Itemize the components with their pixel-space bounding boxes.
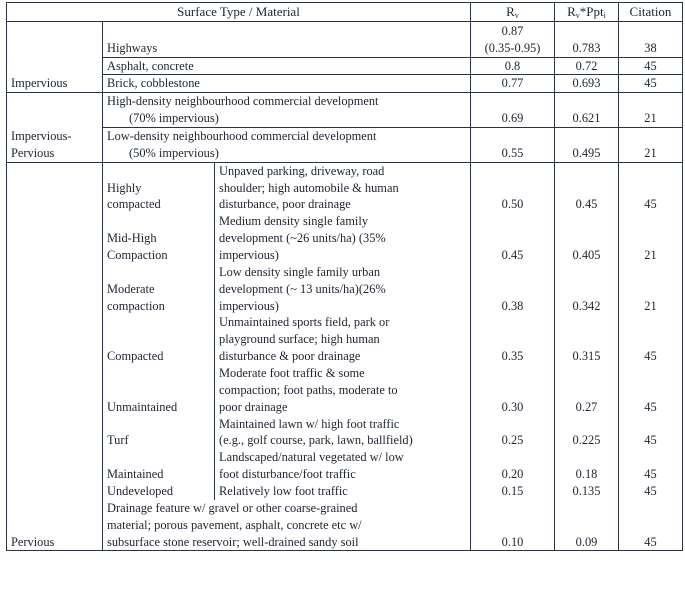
desc-line-2: shoulder; high automobile & human	[219, 180, 399, 195]
citation-value: 45	[619, 449, 683, 483]
citation-value: 45	[619, 416, 683, 450]
rvppt-value: 0.495	[555, 127, 619, 162]
subtype-moderate-compaction	[103, 264, 215, 315]
material-brick-cobblestone: Brick, cobblestone	[103, 75, 471, 93]
desc-line-2: development (~ 13 units/ha)(26%	[219, 281, 386, 296]
subtype-line-1: Highly	[107, 180, 142, 195]
header-rvppt-subscript-a: v	[575, 11, 580, 21]
citation-value: 45	[619, 483, 683, 500]
category-line-1: Impervious-	[11, 128, 72, 143]
citation-value: 45	[619, 75, 683, 93]
subtype-line-2: compacted	[107, 197, 161, 212]
material-description	[215, 162, 471, 213]
rv-value: 0.10	[471, 500, 555, 551]
table-body	[7, 21, 683, 551]
rvppt-value: 0.405	[555, 213, 619, 264]
table-row	[7, 21, 683, 57]
rv-value: 0.50	[471, 162, 555, 213]
rvppt-value: 0.72	[555, 57, 619, 75]
desc-line-3: disturbance, poor drainage	[219, 197, 351, 212]
material-high-density-commercial	[103, 93, 471, 128]
desc-line-2: compaction; foot paths, moderate to	[219, 382, 398, 397]
citation-value: 45	[619, 314, 683, 365]
subtype-undeveloped	[103, 483, 215, 500]
desc-line-1: High-density neighbourhood commercial development	[107, 94, 379, 109]
subtype-line-2: Compaction	[107, 247, 168, 262]
header-row	[7, 3, 683, 22]
rvppt-value: 0.45	[555, 162, 619, 213]
table-row	[7, 416, 683, 450]
table-row	[7, 264, 683, 315]
rvppt-value: 0.135	[555, 483, 619, 500]
desc-line-2: foot disturbance/foot traffic	[219, 467, 356, 482]
rvppt-value: 0.225	[555, 416, 619, 450]
desc-line-3: subsurface stone reservoir; well-drained sandy soil	[107, 534, 359, 549]
subtype-mid-high-compaction	[103, 213, 215, 264]
desc-line-1: Moderate foot traffic & some	[219, 366, 365, 380]
header-rvppt-text-a: R	[567, 4, 576, 19]
table-row	[7, 162, 683, 213]
subtype-line-1: Undeveloped	[107, 484, 174, 499]
rv-value-primary: 0.87	[501, 23, 524, 38]
category-impervious-pervious	[7, 93, 103, 162]
citation-value: 45	[619, 162, 683, 213]
material-description	[215, 314, 471, 365]
header-surface-type: Surface Type / Material	[7, 3, 471, 22]
header-rv-ppt	[555, 3, 619, 22]
subtype-line-1: Moderate	[107, 281, 155, 296]
material-asphalt-concrete: Asphalt, concrete	[103, 57, 471, 75]
desc-line-1: Low density single family urban	[219, 264, 381, 279]
subtype-line-1: Compacted	[107, 349, 164, 364]
desc-line-3: disturbance & poor drainage	[219, 349, 361, 364]
desc-line-2: material; porous pavement, asphalt, concrete etc w/	[107, 517, 362, 532]
material-drainage-feature	[103, 500, 471, 551]
desc-line-3: poor drainage	[219, 399, 288, 414]
rv-value	[471, 21, 555, 57]
rv-value: 0.35	[471, 314, 555, 365]
citation-value: 21	[619, 213, 683, 264]
desc-line-3: impervious)	[219, 247, 279, 262]
rvppt-value: 0.315	[555, 314, 619, 365]
material-description	[215, 264, 471, 315]
rvppt-value: 0.09	[555, 500, 619, 551]
citation-value: 21	[619, 264, 683, 315]
header-rv-text: R	[506, 4, 515, 19]
table-row	[7, 75, 683, 93]
table-row	[7, 449, 683, 483]
material-highways: Highways	[103, 21, 471, 57]
category-pervious: Pervious	[7, 162, 103, 551]
rvppt-value: 0.783	[555, 21, 619, 57]
rv-value: 0.38	[471, 264, 555, 315]
rv-value: 0.25	[471, 416, 555, 450]
table-row	[7, 57, 683, 75]
desc-line-3: impervious)	[219, 298, 279, 313]
table-row	[7, 365, 683, 416]
desc-line-1: Unpaved parking, driveway, road	[219, 163, 385, 178]
table-row	[7, 93, 683, 128]
material-description	[215, 416, 471, 450]
subtype-maintained	[103, 449, 215, 483]
desc-line-1: Unmaintained sports field, park or	[219, 315, 390, 330]
citation-value: 45	[619, 57, 683, 75]
header-citation: Citation	[619, 3, 683, 22]
citation-value: 21	[619, 127, 683, 162]
header-rv-subscript: v	[514, 11, 519, 21]
desc-line-1: Low-density neighbourhood commercial development	[107, 128, 377, 143]
rv-value: 0.30	[471, 365, 555, 416]
citation-value: 45	[619, 500, 683, 551]
desc-line-1: Medium density single family	[219, 214, 369, 229]
rv-value: 0.15	[471, 483, 555, 500]
subtype-compacted	[103, 314, 215, 365]
desc-line-2: development (~26 units/ha) (35%	[219, 231, 386, 246]
rvppt-value: 0.342	[555, 264, 619, 315]
rvppt-value: 0.621	[555, 93, 619, 128]
rv-value: 0.20	[471, 449, 555, 483]
desc-line-2: (e.g., golf course, park, lawn, ballfield)	[219, 433, 413, 448]
rvppt-value: 0.693	[555, 75, 619, 93]
header-rv	[471, 3, 555, 22]
header-rvppt-text-b: *Ppt	[579, 4, 604, 19]
table-row	[7, 483, 683, 500]
desc-line-1: Drainage feature w/ gravel or other coarse-grained	[107, 500, 358, 515]
desc-line-2: playground surface; high human	[219, 332, 380, 347]
subtype-turf	[103, 416, 215, 450]
rv-value: 0.69	[471, 93, 555, 128]
desc-line-2: (70% impervious)	[129, 111, 219, 126]
category-impervious: Impervious	[7, 21, 103, 93]
table-header	[7, 3, 683, 22]
desc-line-1: Maintained lawn w/ high foot traffic	[219, 416, 400, 431]
subtype-line-2: compaction	[107, 298, 165, 313]
subtype-line-1: Unmaintained	[107, 399, 178, 414]
citation-value: 38	[619, 21, 683, 57]
rv-value: 0.77	[471, 75, 555, 93]
rv-value: 0.45	[471, 213, 555, 264]
rvppt-value: 0.18	[555, 449, 619, 483]
subtype-line-1: Turf	[107, 433, 129, 448]
table-row	[7, 213, 683, 264]
table-row	[7, 314, 683, 365]
subtype-line-1: Mid-High	[107, 231, 157, 246]
citation-value: 45	[619, 365, 683, 416]
rv-value: 0.8	[471, 57, 555, 75]
runoff-coefficient-table	[6, 2, 683, 551]
rv-value: 0.55	[471, 127, 555, 162]
desc-line-2: (50% impervious)	[129, 145, 219, 160]
desc-line-1: Landscaped/natural vegetated w/ low	[219, 450, 404, 465]
desc-line-1: Relatively low foot traffic	[219, 484, 348, 499]
material-description	[215, 365, 471, 416]
rvppt-value: 0.27	[555, 365, 619, 416]
subtype-line-1: Maintained	[107, 467, 164, 482]
table-row	[7, 127, 683, 162]
material-description	[215, 449, 471, 483]
header-rvppt-subscript-b: i	[603, 11, 606, 21]
rv-value-range: (0.35-0.95)	[484, 40, 541, 55]
material-description	[215, 213, 471, 264]
subtype-unmaintained	[103, 365, 215, 416]
material-low-density-commercial	[103, 127, 471, 162]
table-row	[7, 500, 683, 551]
material-description	[215, 483, 471, 500]
category-line-2: Pervious	[11, 145, 55, 160]
citation-value: 21	[619, 93, 683, 128]
subtype-highly-compacted	[103, 162, 215, 213]
